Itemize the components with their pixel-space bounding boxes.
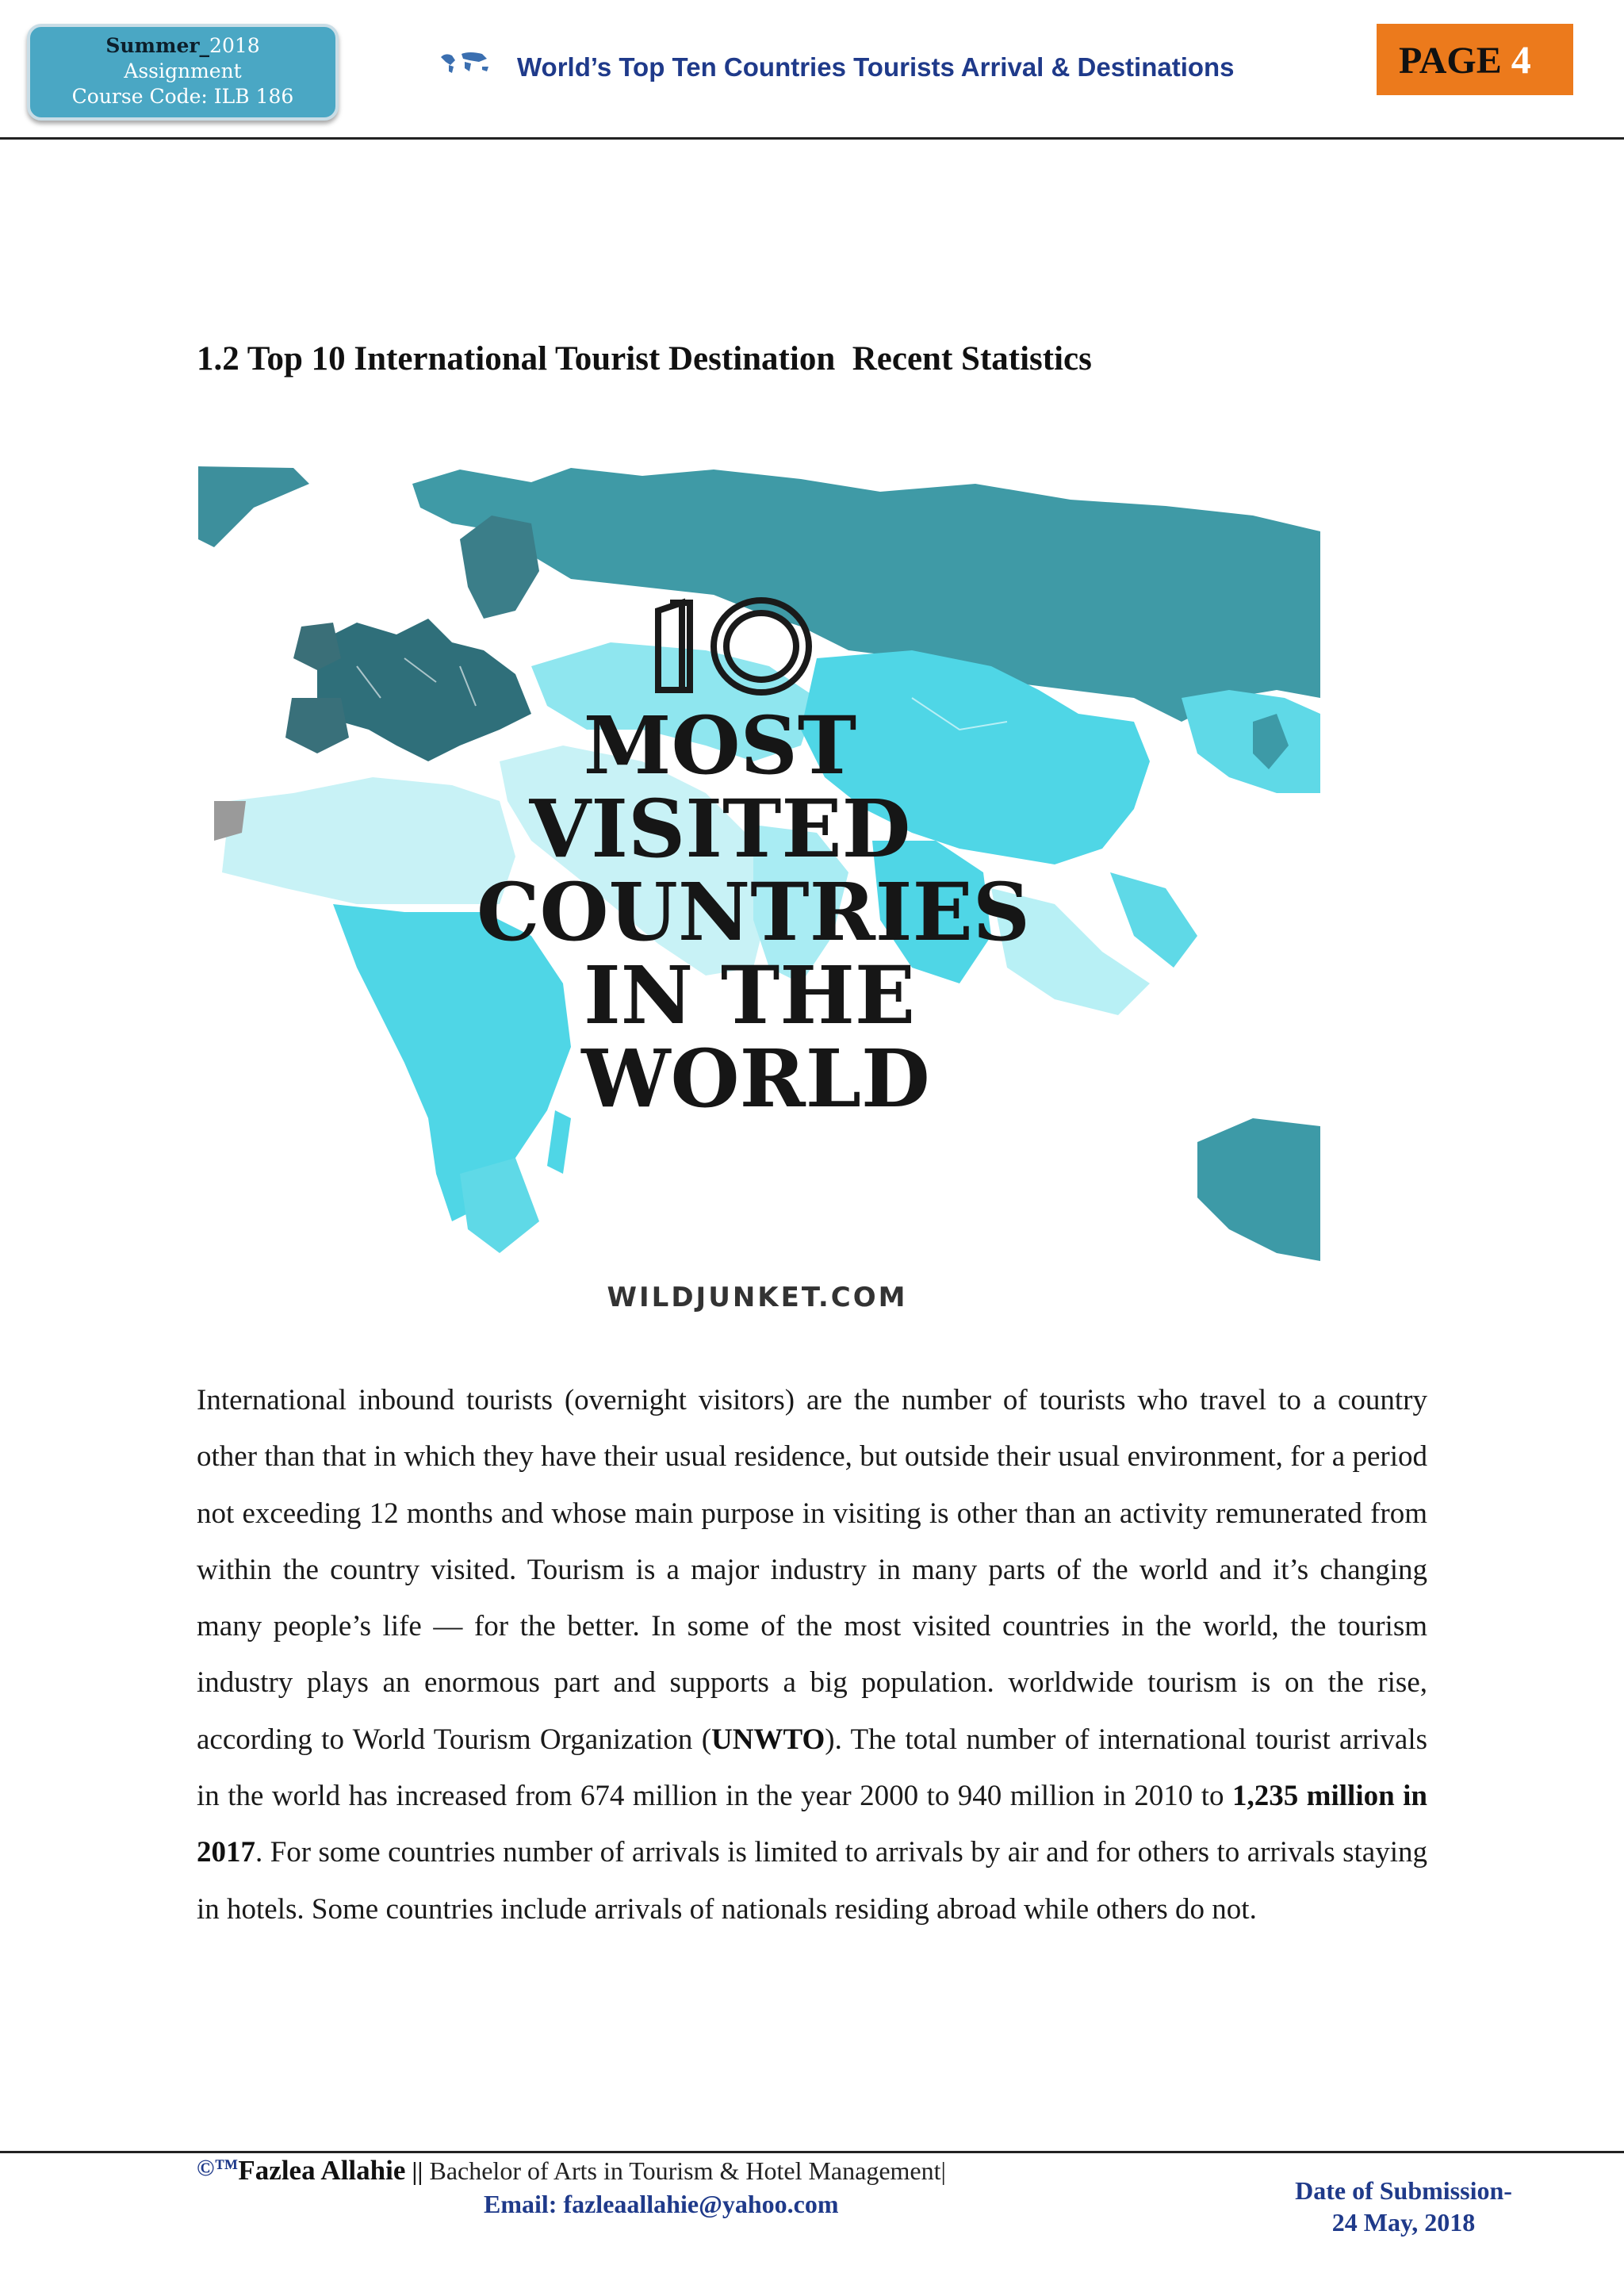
hero-title-line: MOST [583, 699, 857, 792]
header-divider [0, 137, 1624, 140]
body-paragraph: International inbound tourists (overnight visitors) are the number of tourists who travel to a country other than that in which they have their usual residence, but outside their usual environment, for a period not exceeding 12 months and whose main purpose in visiting is other than an activity remunerated from within the country visited. Tourism is a major industry in many parts of the world and it’s changing many people’s life — for the better. In some of the most visited countries in the world, the tourism industry plays an enormous part and supports a big population. worldwide tourism is on the rise, according to World Tourism Organization (UNWTO). The total number of international tourist arrivals in the world has increased from 674 million in the year 2000 to 940 million in 2010 to 1,235 million in 2017. For some countries number of arrivals is limited to arrivals by air and for others to arrivals staying in hotels. Some countries include arrivals of nationals residing abroad while others do not. [197, 1384, 1427, 1926]
badge-term: Summer_2018 [105, 34, 260, 57]
section-heading: 1.2 Top 10 International Tourist Destination Recent Statistics [197, 340, 1092, 378]
author-name: Fazlea Allahie [238, 2155, 406, 2186]
document-title: World’s Top Ten Countries Tourists Arrival & Destinations [517, 52, 1235, 82]
hero-title-line: VISITED [529, 782, 911, 876]
page-indicator [1377, 24, 1573, 95]
hero-title-line: IN THE [583, 949, 916, 1042]
copyright-mark: ©™ [197, 2155, 239, 2181]
hero-title-line: COUNTRIES [476, 865, 1031, 959]
page-number: 4 [1511, 37, 1531, 82]
submission-date: Date of Submission- 24 May, 2018 [1295, 2176, 1512, 2237]
course-badge [27, 24, 339, 121]
most-visited-countries-image [198, 460, 1320, 1332]
footer-author-line: ©™Fazlea Allahie || Bachelor of Arts in Tourism & Hotel Management| [197, 2155, 946, 2186]
footer-divider [0, 2151, 1624, 2153]
hero-title-line: WORLD [581, 1032, 930, 1125]
degree: Bachelor of Arts in Tourism & Hotel Management| [429, 2156, 946, 2185]
world-map-icon [438, 49, 493, 76]
image-credit: WILDJUNKET.COM [607, 1282, 908, 1313]
badge-assignment: Assignment [124, 59, 242, 82]
unwto-bold: UNWTO [711, 1723, 825, 1756]
author-email: Email: fazleaallahie@yahoo.com [484, 2190, 839, 2218]
page-label: PAGE 4 [1399, 37, 1531, 82]
badge-course-code: Course Code: ILB 186 [71, 85, 294, 108]
arrivals-2017-bold: 1,235 million in 2017 [197, 1780, 1427, 1869]
